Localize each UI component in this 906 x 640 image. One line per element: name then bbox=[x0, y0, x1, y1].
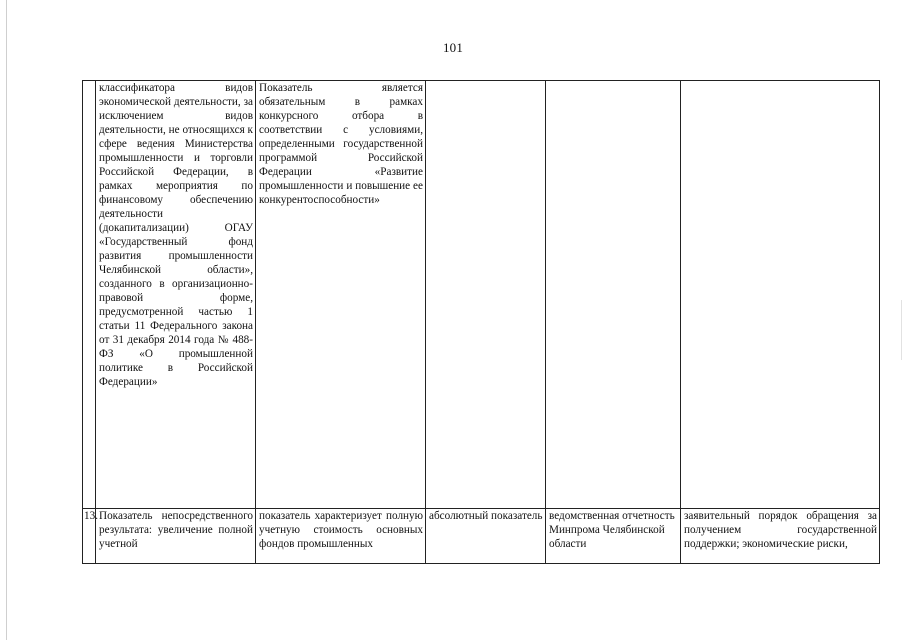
cell-indicator-name: Показатель непосредственного результата: увеличение полной учетной bbox=[96, 509, 256, 564]
cell-risks bbox=[681, 81, 880, 509]
cell-indicator-name: классификатора видов экономической деятельности, за исключением видов деятельности, не относящихся к сфере ведения Министерства промышленности и торговли Российской Федерации, в рамках мероприятия по финансовому обеспечению деятельности (докапитализации) ОГАУ «Государственный фонд развития промышленности Челябинской области», созданного в организационно-правовой форме, предусмотренной частью 1 статьи 11 Федерального закона от 31 декабря 2014 года № 488-ФЗ «О промышленной политике в Российской Федерации» bbox=[96, 81, 256, 509]
cell-data-source: ведомственная отчетность Минпрома Челябинской области bbox=[546, 509, 681, 564]
table-row-continuation bbox=[83, 81, 880, 509]
cell-number bbox=[83, 81, 96, 509]
scan-edge-mark bbox=[6, 0, 7, 640]
scan-edge-mark-right bbox=[901, 300, 902, 360]
cell-indicator-description: Показатель является обязательным в рамках конкурсного отбора в соответствии с условиями, определенными государственной программой Российской Федерации «Развитие промышленности и повышение ее конкурентоспособности» bbox=[256, 81, 426, 509]
cell-data-source bbox=[546, 81, 681, 509]
cell-indicator-type bbox=[426, 81, 546, 509]
cell-number: 13. bbox=[83, 509, 96, 564]
page-number: 101 bbox=[442, 40, 464, 55]
cell-indicator-type: абсолютный показатель bbox=[426, 509, 546, 564]
table-row-13 bbox=[83, 509, 880, 564]
indicators-table bbox=[82, 80, 880, 564]
cell-indicator-description: показатель характеризует полную учетную стоимость основных фондов промышленных bbox=[256, 509, 426, 564]
cell-risks: заявительный порядок обращения за получением государственной поддержки; экономические риски, bbox=[681, 509, 880, 564]
